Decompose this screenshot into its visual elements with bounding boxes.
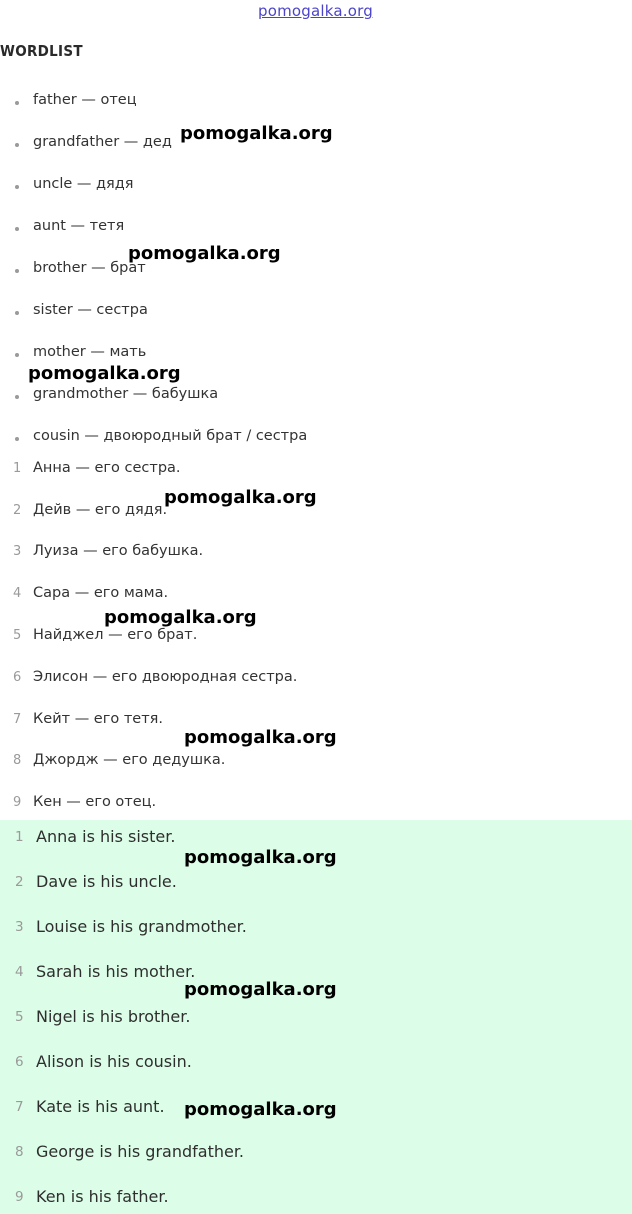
answer-item: 3 Louise is his grandmother. — [15, 917, 247, 936]
bullet-icon — [15, 269, 19, 273]
answer-item: 5 Nigel is his brother. — [15, 1007, 191, 1026]
bullet-icon — [15, 437, 19, 441]
answer-item: 9 Ken is his father. — [15, 1187, 169, 1206]
wordlist-item: grandmother — бабушка — [0, 386, 632, 408]
site-link[interactable]: pomogalka.org — [258, 2, 373, 20]
bullet-icon — [15, 353, 19, 357]
translation-item: 4 Сара — его мама. — [13, 585, 169, 601]
translation-item: 6 Элисон — его двоюродная сестра. — [13, 669, 298, 685]
wordlist-item: brother — брат — [0, 260, 632, 282]
translation-item: 1 Анна — его сестра. — [13, 460, 181, 476]
translation-item: 5 Найджел — его брат. — [13, 627, 198, 643]
translation-item: 3 Луиза — его бабушка. — [13, 543, 204, 559]
translation-item: 2 Дейв — его дядя. — [13, 502, 168, 518]
watermark: pomogalka.org — [104, 607, 257, 628]
bullet-icon — [15, 185, 19, 189]
translation-item: 7 Кейт — его тетя. — [13, 711, 163, 727]
answer-item: 4 Sarah is his mother. — [15, 962, 196, 981]
bullet-icon — [15, 395, 19, 399]
wordlist-item: mother — мать — [0, 344, 632, 366]
wordlist-item: uncle — дядя — [0, 176, 632, 198]
bullet-icon — [15, 227, 19, 231]
answer-item: 8 George is his grandfather. — [15, 1142, 245, 1161]
watermark: pomogalka.org — [184, 727, 337, 748]
answer-item: 1 Anna is his sister. — [15, 827, 176, 846]
watermark: pomogalka.org — [184, 979, 337, 1000]
watermark: pomogalka.org — [28, 363, 181, 384]
watermark: pomogalka.org — [184, 847, 337, 868]
watermark: pomogalka.org — [164, 487, 317, 508]
bullet-icon — [15, 311, 19, 315]
answer-item: 6 Alison is his cousin. — [15, 1052, 192, 1071]
translation-item: 8 Джордж — его дедушка. — [13, 752, 226, 768]
answers-panel — [0, 820, 632, 1214]
watermark: pomogalka.org — [184, 1099, 337, 1120]
translation-item: 9 Кен — его отец. — [13, 794, 157, 810]
wordlist-item: grandfather — дед — [0, 134, 632, 156]
wordlist-item: aunt — тетя — [0, 218, 632, 240]
answer-item: 7 Kate is his aunt. — [15, 1097, 165, 1116]
answer-item: 2 Dave is his uncle. — [15, 872, 177, 891]
watermark: pomogalka.org — [180, 123, 333, 144]
bullet-icon — [15, 143, 19, 147]
wordlist-item: cousin — двоюродный брат / сестра — [0, 428, 632, 450]
wordlist-item: father — отец — [0, 92, 632, 114]
watermark: pomogalka.org — [128, 243, 281, 264]
wordlist-heading: WORDLIST — [0, 42, 83, 60]
bullet-icon — [15, 101, 19, 105]
wordlist-item: sister — сестра — [0, 302, 632, 324]
